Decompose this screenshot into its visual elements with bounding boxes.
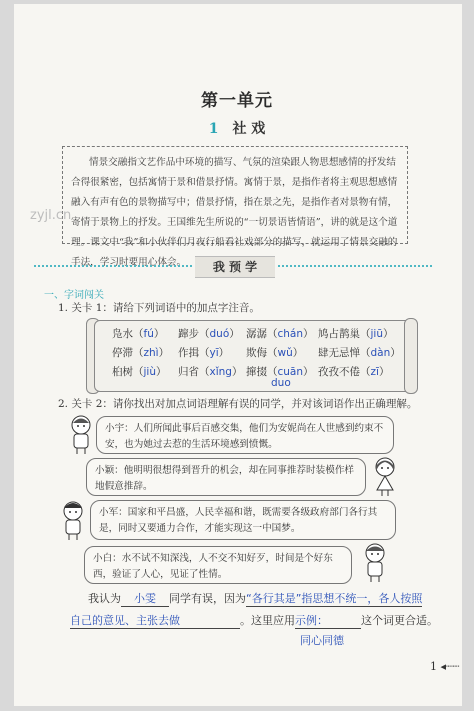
- unit-title: 第一单元: [201, 91, 273, 111]
- answer-example-label: 示例：: [295, 612, 361, 629]
- dialog-bubble: 小军：国家和平昌盛，人民幸福和谐，既需要各级政府部门各行其是，同时又要通力合作，才能实现这一中国梦。: [90, 500, 396, 540]
- lesson-name: 社 戏: [232, 121, 266, 137]
- lesson-title: [0, 118, 474, 138]
- pinyin-item: 孜孜不倦（zī）: [318, 366, 390, 378]
- pinyin-item: 鸠占鹊巢（jiū）: [318, 328, 394, 340]
- child-avatar-icon: [60, 500, 86, 540]
- child-avatar-icon: [362, 542, 388, 582]
- intro-box: 情景交融指文艺作品中环境的描写、气氛的渲染跟人物思想感情的抒发结合得很紧密，包括寓情于景和借景抒情。寓情于景，是指作者将主观思想感情融入有声有色的景物描写中；借景抒情，指在景之先，是指作者对景物有情，寄情于景物上的抒发。王国维先生所说的“一切景语皆情语”，讲的就是这个道理。课文中“我”和小伙伴们月夜行船看社戏部分的描写，就运用了情景交融的手法，学习时要用心体会。: [62, 146, 408, 244]
- divider-right: [278, 265, 432, 267]
- page-number: 1 ◂┈┈: [430, 660, 460, 673]
- pinyin-item: 欺侮（wǔ）: [246, 347, 304, 359]
- answer-reason-2: 自己的意见、主张去做: [70, 612, 240, 629]
- dialog-bubble: 小颖：他明明很想得到晋升的机会，却在同事推荐时装模作样地假意推辞。: [86, 458, 366, 496]
- watermark-logo: zyjl.cn: [30, 208, 72, 223]
- dialog-bubble: 小白：水不试不知深浅，人不交不知好歹，时间是个好东西，验证了人心，见证了性情。: [84, 546, 352, 584]
- question-1: 1. 关卡 1：请给下列词语中的加点字注音。: [58, 302, 260, 314]
- pinyin-item: 归省（xǐng）: [178, 366, 243, 378]
- question-2: 2. 关卡 2：请你找出对加点词语理解有误的同学，并对该词语作出正确理解。: [58, 398, 418, 410]
- lesson-number: 1: [208, 121, 219, 137]
- pinyin-item: 撺掇（cuān）: [246, 366, 314, 378]
- pinyin-item: 潺潺（chán）: [246, 328, 314, 340]
- handwritten-pinyin: duo: [271, 377, 291, 389]
- pinyin-item: 桕树（jiù）: [112, 366, 167, 378]
- child-avatar-icon: [372, 456, 398, 496]
- pinyin-item: 肆无忌惮（dàn）: [318, 347, 401, 359]
- answer-name: 小雯: [121, 590, 169, 607]
- pinyin-item: 凫水（fú）: [112, 328, 165, 340]
- section-banner: 我 预 学: [195, 256, 275, 278]
- pinyin-item: 作揖（yī）: [178, 347, 230, 359]
- answer-replacement: 同心同德: [300, 634, 344, 647]
- section-heading: 一、字词闯关: [44, 290, 104, 301]
- child-avatar-icon: [68, 414, 94, 454]
- pinyin-item: 蹿步（duó）: [178, 328, 240, 340]
- divider-left: [34, 265, 192, 267]
- dialog-bubble: 小宇：人们所闻此事后百感交集，他们为安妮尚在人世感到约束不安，也为她过去惹的生活环境感到愤慨。: [96, 416, 394, 454]
- answer-line-1: 我认为 小雯 同学有误，因为“各行其是”指思想不统一，各人按照: [88, 592, 423, 605]
- answer-reason-1: “各行其是”指思想不统一，各人按照: [246, 592, 423, 605]
- scroll-curl-right: [404, 318, 418, 394]
- pinyin-item: 停滞（zhì）: [112, 347, 170, 359]
- answer-line-2: 自己的意见、主张去做 。这里应用示例： 这个词更合适。: [70, 614, 438, 627]
